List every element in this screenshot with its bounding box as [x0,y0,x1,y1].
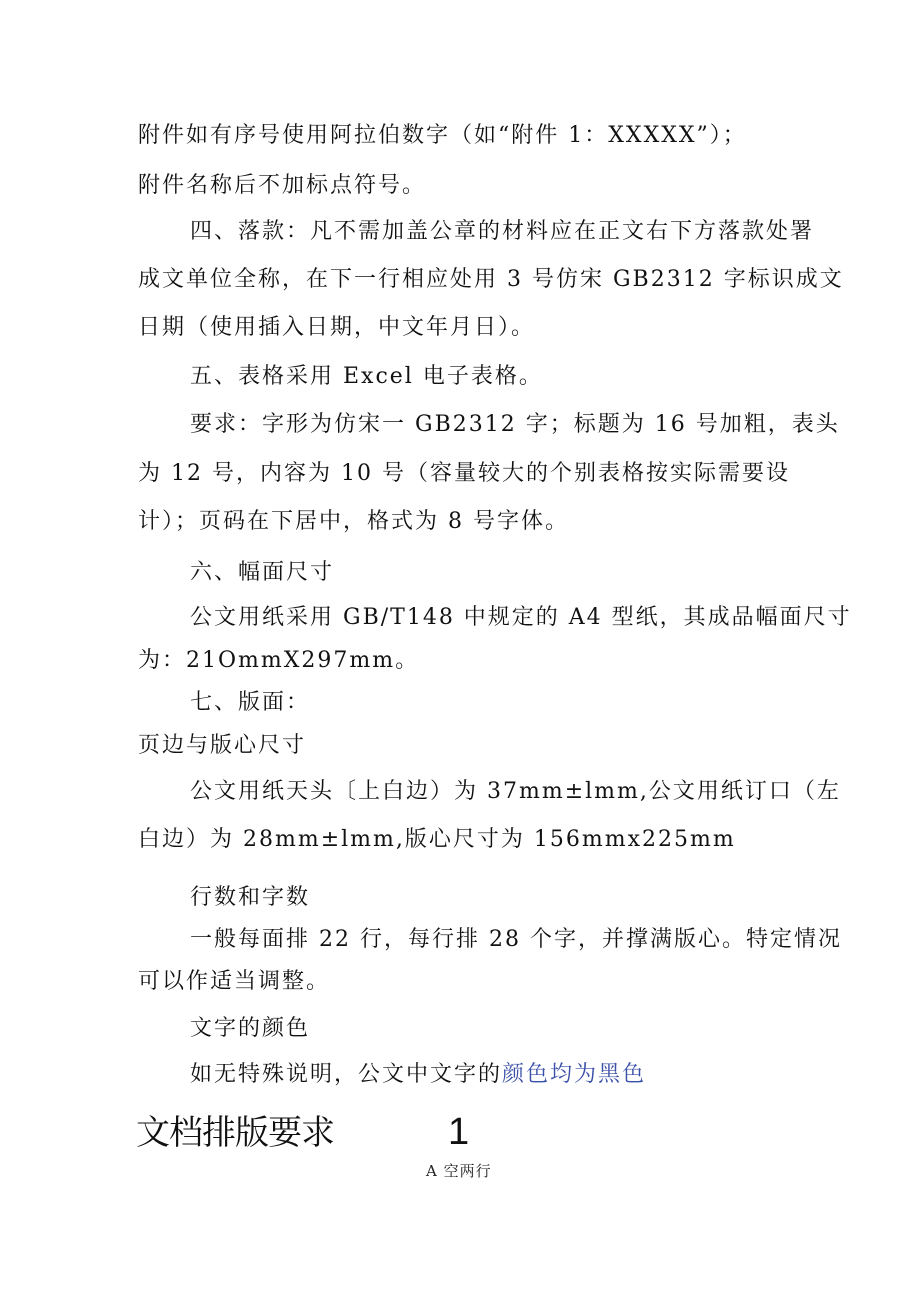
footer-page-number: 1 [448,1111,470,1153]
text-color-rule [190,1060,646,1090]
attachment-number-rule: 附件如有序号使用阿拉伯数字（如“附件 1：XXXXX”）； [138,123,747,148]
page-size-heading: 六、幅面尺寸 [190,560,335,585]
table-rule-heading: 五、表格采用 Excel 电子表格。 [190,364,543,389]
lines-and-characters-line-2: 可以作适当调整。 [138,969,331,994]
layout-heading: 七、版面： [190,690,311,715]
attachment-name-rule: 附件名称后不加标点符号。 [138,173,427,198]
lines-and-characters-line-1: 一般每面排 22 行，每行排 28 个字，并撑满版心。特定情况 [190,927,842,952]
margins-subheading: 页边与版心尺寸 [138,733,307,758]
table-requirement-line-2: 为 12 号，内容为 10 号（容量较大的个别表格按实际需要设 [138,461,790,486]
footer-document-title: 文档排版要求 [136,1113,334,1153]
margins-line-1: 公文用纸天头〔上白边）为 37mm±lmm,公文用纸订口（左 [190,779,841,804]
lines-and-characters-subheading: 行数和字数 [190,885,311,910]
table-requirement-line-3: 计）；页码在下居中，格式为 8 号字体。 [138,509,569,534]
text-color-rule-prefix: 如无特殊说明，公文中文字的 [190,1062,503,1087]
page-size-line-1: 公文用纸采用 GB/T148 中规定的 A4 型纸，其成品幅面尺寸 [190,605,852,630]
signature-rule-line-1: 四、落款：凡不需加盖公章的材料应在正文右下方落款处署 [190,219,815,244]
text-color-subheading: 文字的颜色 [190,1016,311,1041]
margins-line-2: 白边）为 28mm±lmm,版心尺寸为 156mmx225mm [138,827,736,852]
footer-note: A 空两行 [426,1162,492,1180]
signature-rule-line-2: 成文单位全称，在下一行相应处用 3 号仿宋 GB2312 字标识成文 [138,267,844,292]
text-color-rule-highlight: 颜色均为黑色 [502,1062,647,1087]
table-requirement-line-1: 要求：字形为仿宋一 GB2312 字；标题为 16 号加粗，表头 [190,412,840,437]
signature-rule-line-3: 日期（使用插入日期，中文年月日）。 [138,315,536,340]
page-size-line-2: 为：21OmmX297mm。 [138,648,420,673]
